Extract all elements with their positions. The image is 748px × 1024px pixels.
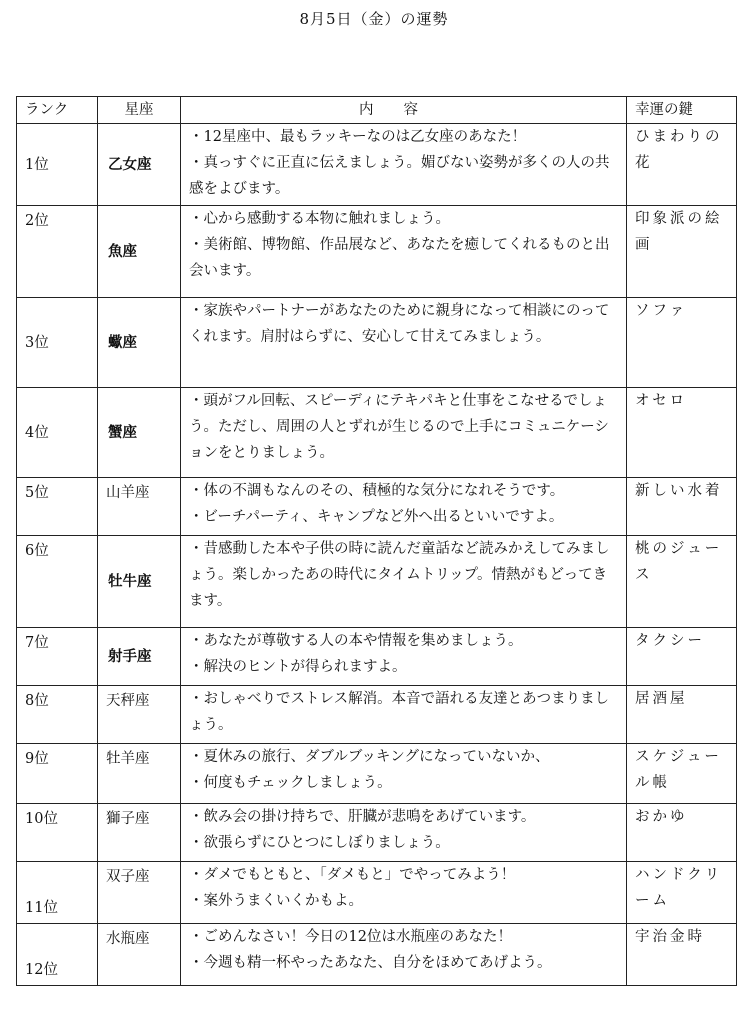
content-cell — [181, 536, 627, 628]
table-row — [17, 924, 737, 986]
rank-cell: 10位 — [17, 804, 98, 862]
content-line: ・おしゃべりでストレス解消。本音で語れる友達とあつまりましょう。 — [189, 691, 610, 733]
content-line: ・ダメでもともと、「ダメもと」でやってみよう！ — [189, 867, 516, 883]
content-line: ・心から感動する本物に触れましょう。 — [189, 211, 450, 227]
table-row — [17, 478, 737, 536]
rank-cell: 7位 — [17, 628, 98, 686]
lucky-key-cell: ひまわりの花 — [627, 124, 737, 206]
content-cell — [181, 862, 627, 924]
content-line: ・体の不調もなんのその、積極的な気分になれそうです。 — [189, 483, 565, 499]
lucky-key-cell: ハンドクリーム — [627, 862, 737, 924]
lucky-key-cell: ソファ — [627, 298, 737, 388]
sign-cell: 射手座 — [98, 628, 181, 686]
content-line: ・何度もチェックしましょう。 — [189, 775, 392, 791]
sign-cell: 蠍座 — [98, 298, 181, 388]
sign-cell: 山羊座 — [98, 478, 181, 536]
rank-cell: 8位 — [17, 686, 98, 744]
content-line: ・案外うまくいくかもよ。 — [189, 893, 363, 909]
header-lucky-key: 幸運の鍵 — [627, 97, 737, 124]
table-row — [17, 536, 737, 628]
rank-cell: 12位 — [17, 924, 98, 986]
sign-cell: 双子座 — [98, 862, 181, 924]
content-cell — [181, 924, 627, 986]
rank-cell: 9位 — [17, 744, 98, 804]
table-row — [17, 124, 737, 206]
lucky-key-cell: タクシー — [627, 628, 737, 686]
content-cell — [181, 388, 627, 478]
content-cell — [181, 124, 627, 206]
content-line: ・夏休みの旅行、ダブルブッキングになっていないか、 — [189, 749, 550, 765]
rank-cell: 11位 — [17, 862, 98, 924]
sign-cell: 牡牛座 — [98, 536, 181, 628]
lucky-key-cell: 新しい水着 — [627, 478, 737, 536]
page-title: 8月5日（金）の運勢 — [299, 10, 449, 28]
sign-cell: 天秤座 — [98, 686, 181, 744]
content-cell — [181, 478, 627, 536]
content-line: ・解決のヒントが得られますよ。 — [189, 659, 407, 675]
header-rank: ランク — [17, 97, 98, 124]
table-row — [17, 686, 737, 744]
rank-cell: 1位 — [17, 124, 98, 206]
rank-cell: 2位 — [17, 206, 98, 298]
content-line: ・欲張らずにひとつにしぼりましょう。 — [189, 835, 450, 851]
header-sign: 星座 — [98, 97, 181, 124]
content-cell — [181, 298, 627, 388]
rank-cell: 6位 — [17, 536, 98, 628]
table-row — [17, 388, 737, 478]
content-line: ・今週も精一杯やったあなた、自分をほめてあげよう。 — [189, 955, 552, 971]
lucky-key-cell: 居酒屋 — [627, 686, 737, 744]
content-line: ・あなたが尊敬する人の本や情報を集めましょう。 — [189, 633, 523, 649]
content-line: ・ごめんなさい！今日の12位は水瓶座のあなた！ — [189, 929, 512, 945]
fortune-table — [16, 96, 737, 986]
lucky-key-cell: 宇治金時 — [627, 924, 737, 986]
content-cell — [181, 744, 627, 804]
lucky-key-cell: 桃のジュース — [627, 536, 737, 628]
table-row — [17, 628, 737, 686]
content-line: ・美術館、博物館、作品展など、あなたを癒してくれるものと出会います。 — [189, 237, 610, 279]
sign-cell: 水瓶座 — [98, 924, 181, 986]
content-cell — [181, 206, 627, 298]
content-line: ・家族やパートナーがあなたのために親身になって相談にのってくれます。肩肘はらずに、安心して甘えてみましょう。 — [189, 303, 610, 345]
content-cell — [181, 628, 627, 686]
table-row — [17, 862, 737, 924]
content-line: ・ビーチパーティ、キャンプなど外へ出るといいですよ。 — [189, 509, 564, 525]
sign-cell: 魚座 — [98, 206, 181, 298]
table-row — [17, 804, 737, 862]
sign-cell: 蟹座 — [98, 388, 181, 478]
lucky-key-cell: 印象派の絵画 — [627, 206, 737, 298]
rank-cell: 4位 — [17, 388, 98, 478]
content-line: ・真っすぐに正直に伝えましょう。媚びない姿勢が多くの人の共感をよびます。 — [189, 155, 610, 197]
lucky-key-cell: オセロ — [627, 388, 737, 478]
table-row — [17, 206, 737, 298]
table-row — [17, 744, 737, 804]
lucky-key-cell: おかゆ — [627, 804, 737, 862]
sign-cell: 獅子座 — [98, 804, 181, 862]
table-row — [17, 298, 737, 388]
content-cell — [181, 804, 627, 862]
sign-cell: 乙女座 — [98, 124, 181, 206]
content-line: ・頭がフル回転、スピーディにテキパキと仕事をこなせるでしょう。ただし、周囲の人とずれが生じるので上手にコミュニケーションをとりましょう。 — [189, 393, 609, 461]
content-cell — [181, 686, 627, 744]
rank-cell: 3位 — [17, 298, 98, 388]
content-line: ・昔感動した本や子供の時に読んだ童話など読みかえしてみましょう。楽しかったあの時代にタイムトリップ。情熱がもどってきます。 — [189, 541, 610, 609]
header-content: 内容 — [181, 97, 627, 124]
rank-cell: 5位 — [17, 478, 98, 536]
table-header-row — [17, 97, 737, 124]
lucky-key-cell: スケジュール帳 — [627, 744, 737, 804]
content-line: ・飲み会の掛け持ちで、肝臓が悲鳴をあげています。 — [189, 809, 536, 825]
sign-cell: 牡羊座 — [98, 744, 181, 804]
content-line: ・12星座中、最もラッキーなのは乙女座のあなた！ — [189, 129, 527, 145]
